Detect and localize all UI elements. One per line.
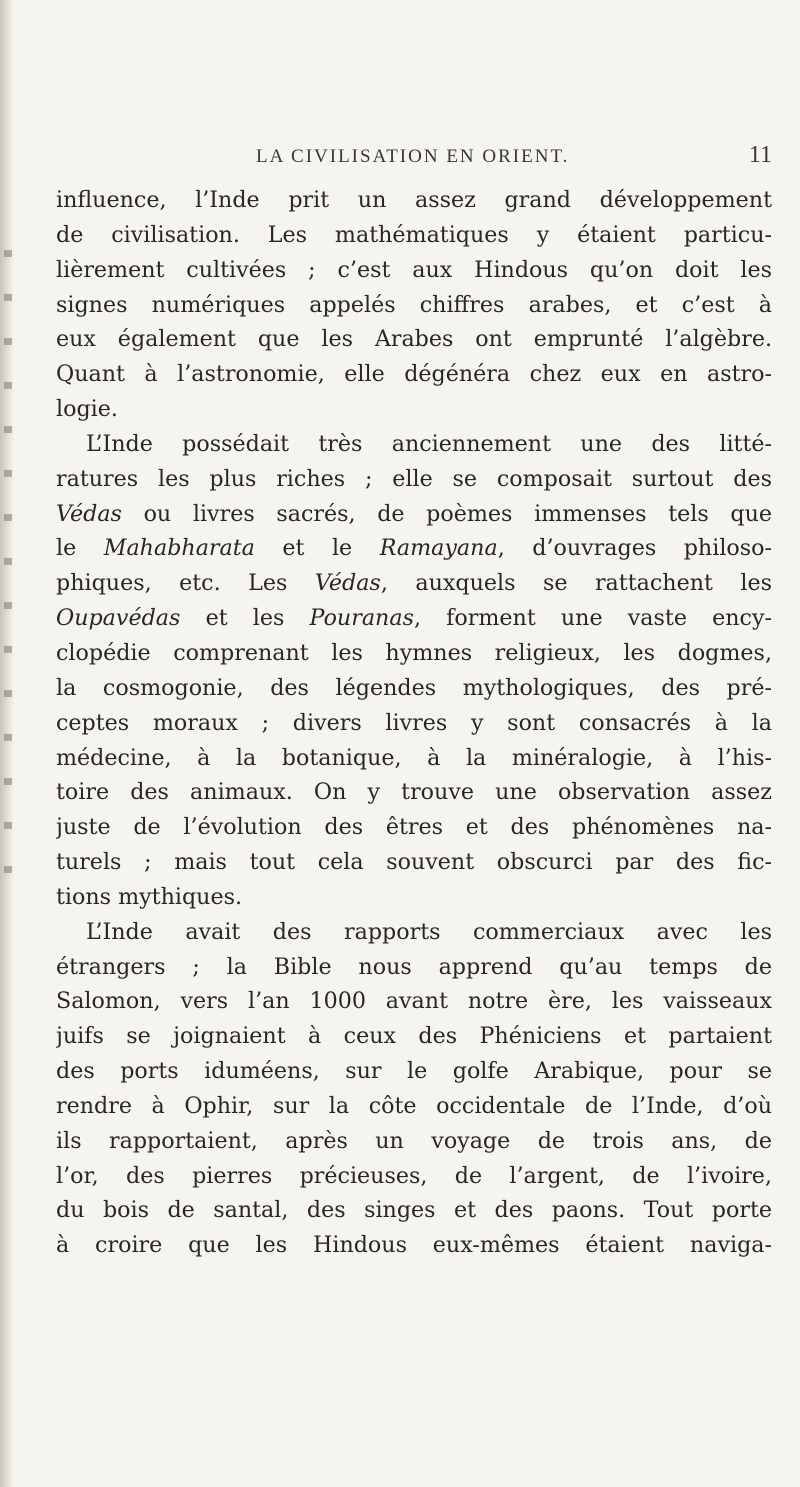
text-line: [56, 1228, 772, 1263]
text-segment: eux également que les Arabes ont emprunté l’algèbre.: [56, 326, 772, 353]
text-segment: logie.: [56, 396, 118, 423]
text-segment: influence, l’Inde prit un assez grand développement: [56, 187, 772, 213]
page-number: 11: [748, 142, 772, 168]
text-line: [56, 1159, 772, 1194]
text-line: [56, 915, 772, 950]
text-segment: juifs se joignaient à ceux des Phéniciens et partaient: [56, 1023, 772, 1050]
binding-shadow-marks: [4, 250, 12, 890]
text-segment: étrangers ; la Bible nous apprend qu’au temps de: [56, 953, 772, 980]
text-segment: du bois de santal, des singes et des paons. Tout porte: [56, 1197, 772, 1224]
text-segment: L’Inde avait des rapports commerciaux avec les: [86, 918, 772, 945]
text-segment: lièrement cultivées ; c’est aux Hindous qu’on doit les: [56, 256, 772, 283]
text-segment: et les: [180, 605, 310, 632]
italic-title: Védas: [314, 570, 381, 597]
text-segment: la cosmogonie, des légendes mythologiques, des pré-: [56, 674, 772, 701]
text-line: [56, 392, 772, 427]
text-segment: clopédie comprenant les hymnes religieux, les dogmes,: [56, 639, 772, 666]
italic-title: Védas: [56, 500, 122, 527]
text-line: [56, 497, 772, 532]
italic-title: Mahabharata: [103, 535, 255, 562]
text-line: [56, 218, 772, 253]
text-segment: rendre à Ophir, sur la côte occidentale de l’Inde, d’où: [56, 1092, 772, 1119]
text-line: [56, 1193, 772, 1228]
text-line: [56, 183, 772, 218]
text-segment: des ports iduméens, sur le golfe Arabique, pour se: [56, 1058, 772, 1085]
text-line: [56, 531, 772, 566]
text-segment: phiques, etc. Les: [56, 570, 315, 597]
text-line: [56, 1019, 772, 1054]
italic-title: Ramayana: [379, 535, 498, 562]
text-line: [56, 601, 772, 636]
text-line: [56, 322, 772, 357]
text-segment: de civilisation. Les mathématiques y étaient particu-: [56, 221, 772, 248]
text-segment: le: [56, 535, 104, 562]
text-line: [56, 253, 772, 288]
text-segment: et le: [254, 535, 380, 562]
text-line: [56, 950, 772, 985]
text-line: [56, 741, 772, 776]
text-segment: ceptes moraux ; divers livres y sont consacrés à la: [56, 709, 772, 736]
text-line: [56, 462, 772, 497]
text-line: [56, 1124, 772, 1159]
text-line: [56, 810, 772, 845]
text-line: [56, 636, 772, 671]
text-line: [56, 1054, 772, 1089]
text-line: [56, 706, 772, 741]
text-segment: , forment une vaste ency-: [413, 605, 772, 632]
text-segment: médecine, à la botanique, à la minéralogie, à l’his-: [56, 744, 772, 771]
text-segment: tions mythiques.: [56, 883, 243, 910]
text-segment: à croire que les Hindous eux-mêmes étaient naviga-: [56, 1232, 772, 1259]
text-segment: ou livres sacrés, de poèmes immenses tels que: [121, 500, 772, 527]
text-segment: l’or, des pierres précieuses, de l’argent, de l’ivoire,: [56, 1162, 772, 1189]
running-header: [56, 142, 774, 172]
text-line: [56, 288, 772, 323]
text-segment: Quant à l’astronomie, elle dégénéra chez eux en astro-: [56, 361, 772, 388]
italic-title: Pouranas: [309, 605, 414, 632]
text-segment: signes numériques appelés chiffres arabes, et c’est à: [56, 291, 772, 318]
text-line: [56, 427, 772, 462]
text-segment: , auxquels se rattachent les: [380, 570, 772, 597]
text-segment: L’Inde possédait très anciennement une des litté-: [86, 430, 772, 457]
italic-title: Oupavédas: [56, 605, 181, 632]
text-line: [56, 984, 772, 1019]
body-text: [56, 183, 772, 1263]
text-line: [56, 1089, 772, 1124]
text-line: [56, 845, 772, 880]
text-segment: Salomon, vers l’an 1000 avant notre ère, les vaisseaux: [56, 988, 772, 1015]
text-segment: , d’ouvrages philoso-: [497, 535, 772, 562]
text-line: [56, 775, 772, 810]
text-segment: turels ; mais tout cela souvent obscurci par des fic-: [56, 849, 772, 876]
text-segment: ils rapportaient, après un voyage de trois ans, de: [56, 1127, 772, 1154]
text-line: [56, 671, 772, 706]
text-segment: juste de l’évolution des êtres et des phénomènes na-: [56, 814, 772, 841]
text-line: [56, 880, 772, 915]
text-line: [56, 566, 772, 601]
text-line: [56, 357, 772, 392]
header-title: LA CIVILISATION EN ORIENT.: [256, 146, 570, 167]
text-segment: ratures les plus riches ; elle se composait surtout des: [56, 465, 772, 492]
text-segment: toire des animaux. On y trouve une observation assez: [56, 779, 772, 806]
